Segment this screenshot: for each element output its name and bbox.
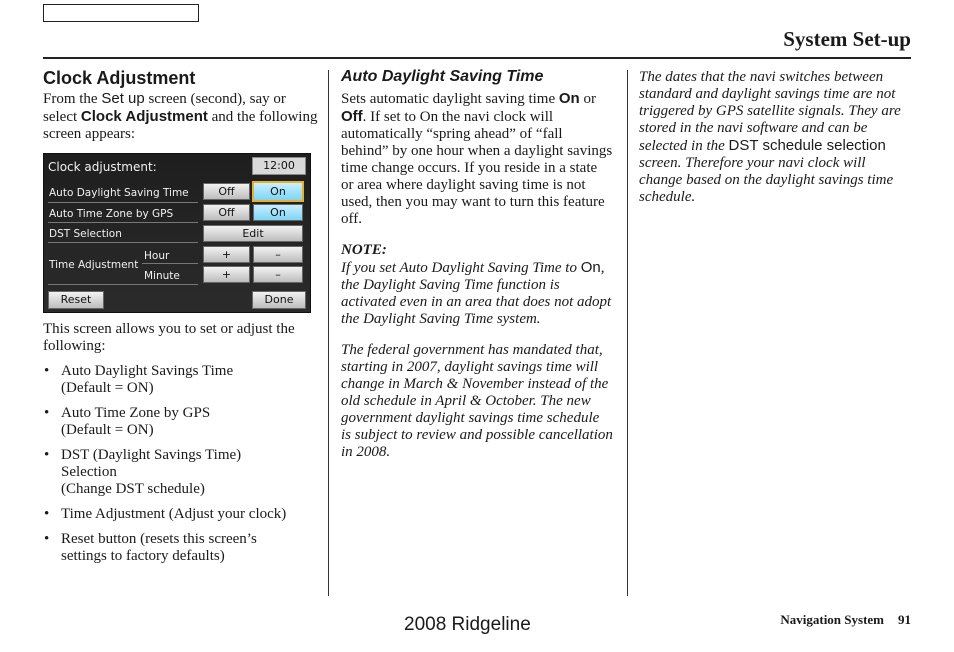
intro-text: From the <box>43 91 102 107</box>
list-item-text: Auto Time Zone by GPS <box>61 405 211 421</box>
paragraph-text: The dates that the navi switches between standard and daylight savings time are not triggered by GPS satellite signals. They are stored in the navi software and can be selected in the <box>639 69 901 154</box>
row-divider <box>142 263 198 264</box>
auto-dst-heading: Auto Daylight Saving Time <box>341 68 544 85</box>
paragraph-text: . If set to On the navi clock will automatically “spring ahead” of “fall behind” by one hour when a daylight savings time change occurs. If you reside in a state or area where daylight saving time is not used, then you may want to turn this feature off. <box>341 109 613 227</box>
dst-schedule-term: DST schedule selection <box>728 137 886 154</box>
row-divider <box>48 242 198 243</box>
list-item-text: Reset button (resets this screen’s settings to factory defaults) <box>61 531 257 564</box>
auto-timezone-off-button[interactable]: Off <box>203 204 250 221</box>
list-item <box>43 363 318 397</box>
note-text: , the Daylight Saving Time function is activated even in an area that does not adopt the Daylight Saving Time system. <box>341 260 612 327</box>
list-item-text: Auto Daylight Savings Time <box>61 363 234 379</box>
intro-paragraph <box>43 90 318 143</box>
auto-dst-on-button[interactable]: On <box>253 182 303 201</box>
note-label: NOTE: <box>341 242 387 258</box>
minute-plus-button[interactable]: + <box>203 266 250 283</box>
off-term: Off <box>341 108 363 125</box>
clock-adjustment-screen <box>43 153 311 313</box>
footer-model: 2008 Ridgeline <box>404 614 531 635</box>
on-term: On <box>558 90 580 107</box>
list-item-default: (Change DST schedule) <box>61 481 205 497</box>
column-left <box>43 66 318 565</box>
row-divider <box>48 202 198 203</box>
auto-dst-paragraph <box>341 90 613 228</box>
after-screen-paragraph: This screen allows you to set or adjust the following: <box>43 321 295 354</box>
column-divider <box>328 70 329 596</box>
intro-text: screen (second), say or select <box>43 91 286 125</box>
dst-edit-button[interactable]: Edit <box>203 225 303 242</box>
federal-paragraph: The federal government has mandated that, starting in 2007, daylight savings time will change in March & November instead of the old schedule in April & October. The new government daylight savings time schedule is subject to review and possible cancellation in 2008. <box>341 342 613 460</box>
minute-label: Minute <box>144 270 180 282</box>
list-item <box>43 531 306 565</box>
page-number: 91 <box>898 612 911 627</box>
minute-minus-button[interactable]: – <box>253 266 303 283</box>
intro-setup-term: Set up <box>101 90 145 107</box>
settings-list <box>43 363 318 565</box>
list-item-text: DST (Daylight Savings Time) Selection <box>61 447 242 480</box>
dst-selection-label: DST Selection <box>49 228 122 240</box>
screen-clock: 12:00 <box>252 157 306 175</box>
paragraph-text: Sets automatic daylight saving time <box>341 91 559 107</box>
hour-plus-button[interactable]: + <box>203 246 250 263</box>
list-item-default: (Default = ON) <box>61 422 154 438</box>
paragraph-text: or <box>579 91 596 107</box>
auto-timezone-on-button[interactable]: On <box>253 204 303 221</box>
list-item <box>43 506 318 523</box>
clock-adjustment-heading: Clock Adjustment <box>43 68 196 88</box>
list-item-default: (Default = ON) <box>61 380 154 396</box>
auto-dst-off-button[interactable]: Off <box>203 183 250 200</box>
header-tab-box <box>43 4 199 22</box>
row-divider <box>48 284 198 285</box>
header-rule <box>43 57 911 59</box>
on-term: On <box>580 259 601 276</box>
done-button[interactable]: Done <box>252 291 306 309</box>
paragraph-text: screen. Therefore your navi clock will change based on the daylight savings time schedule. <box>639 155 894 205</box>
list-item-text: Time Adjustment (Adjust your clock) <box>61 506 287 522</box>
intro-text: and the following screen appears: <box>43 109 318 142</box>
column-right <box>639 69 911 206</box>
column-divider <box>627 70 628 596</box>
intro-clock-term: Clock Adjustment <box>80 108 208 125</box>
list-item <box>43 405 318 439</box>
hour-minus-button[interactable]: – <box>253 246 303 263</box>
column-middle <box>341 66 613 461</box>
auto-timezone-label: Auto Time Zone by GPS <box>49 208 174 220</box>
screen-title: Clock adjustment: <box>48 160 157 174</box>
footer-nav <box>780 612 911 628</box>
time-adjustment-label: Time Adjustment <box>49 259 139 271</box>
hour-label: Hour <box>144 250 170 262</box>
section-title: System Set-up <box>783 27 911 51</box>
list-item <box>43 447 271 498</box>
dst-schedule-paragraph <box>639 69 911 206</box>
row-divider <box>48 222 198 223</box>
reset-button[interactable]: Reset <box>48 291 104 309</box>
auto-dst-label: Auto Daylight Saving Time <box>49 187 189 199</box>
footer-nav-label: Navigation System <box>780 612 884 627</box>
note-text: If you set Auto Daylight Saving Time to <box>341 260 581 276</box>
note-paragraph <box>341 259 613 328</box>
